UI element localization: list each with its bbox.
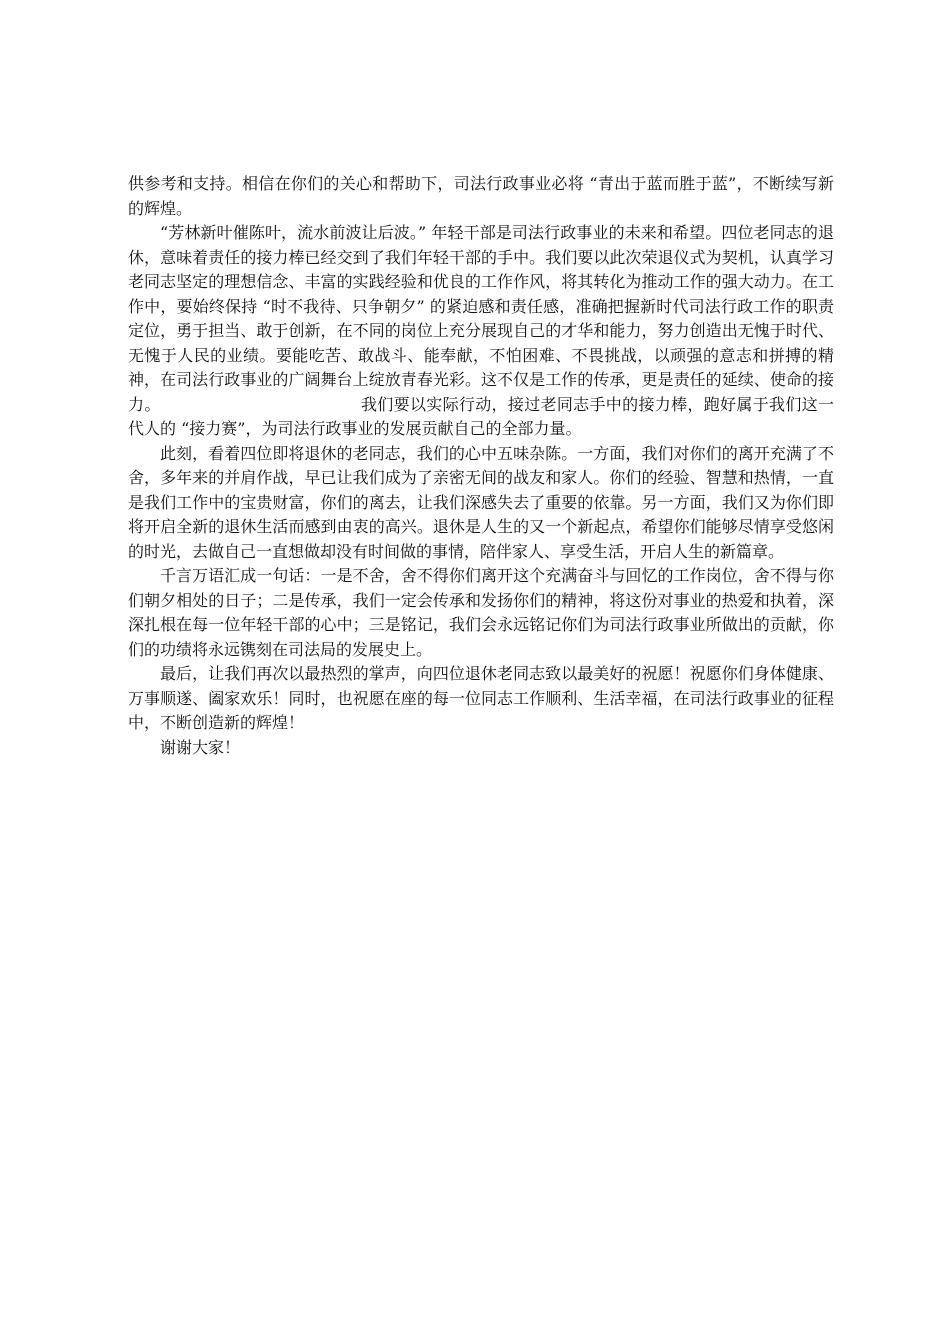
paragraph-2-continuation: 我们要以实际行动，接过老同志手中的接力棒，跑好属于我们这一代人的 “接力赛”，为司法行政事业的发展贡献自己的全部力量。 [128,394,834,438]
paragraph-5: 最后，让我们再次以最热烈的掌声，向四位退休老同志致以最美好的祝愿！祝愿你们身体健康、万事顺遂、阖家欢乐！同时，也祝愿在座的每一位同志工作顺利、生活幸福，在司法行政事业的征程中，不断创造新的辉煌！ [128,664,834,732]
paragraph-2-text: “芳林新叶催陈叶，流水前波让后波。” 年轻干部是司法行政事业的未来和希望。四位老同志的退休，意味着责任的接力棒已经交到了我们年轻干部的手中。我们要以此次荣退仪式为契机，认真学习老同志坚定的理想信念、丰富的实践经验和优良的工作作风，将其转化为推动工作的强大动力。在工作中，要始终保持 “时不我待、只争朝夕” 的紧迫感和责任感，准确把握新时代司法行政工作的职责定位，勇于担当、敢于创新，在不同的岗位上充分展现自己的才华和能力，努力创造出无愧于时代、无愧于人民的业绩。要能吃苦、敢战斗、能奉献，不怕困难、不畏挑战，以顽强的意志和拼搏的精神，在司法行政事业的广阔舞台上绽放青春光彩。这不仅是工作的传承，更是责任的延续、使命的接力。 [128,223,834,414]
paragraph-4: 千言万语汇成一句话：一是不舍，舍不得你们离开这个充满奋斗与回忆的工作岗位，舍不得与你们朝夕相处的日子；二是传承，我们一定会传承和发扬你们的精神，将这份对事业的热爱和执着，深深扎根在每一位年轻干部的心中；三是铭记，我们会永远铭记你们为司法行政事业所做出的贡献，你们的功绩将永远镌刻在司法局的发展史上。 [128,566,834,659]
paragraph-6: 谢谢大家！ [160,737,241,757]
paragraph-2 [128,221,834,442]
paragraph-3: 此刻，看着四位即将退休的老同志，我们的心中五味杂陈。一方面，我们对你们的离开充满了不舍，多年来的并肩作战，早已让我们成为了亲密无间的战友和家人。你们的经验、智慧和热情，一直是我们工作中的宝贵财富，你们的离去，让我们深感失去了重要的依靠。另一方面，我们又为你们即将开启全新的退休生活而感到由衷的高兴。退休是人生的又一个新起点，希望你们能够尽情享受悠闲的时光，去做自己一直想做却没有时间做的事情，陪伴家人、享受生活，开启人生的新篇章。 [128,443,834,561]
paragraph-1: 供参考和支持。相信在你们的关心和帮助下，司法行政事业必将 “青出于蓝而胜于蓝”，不断续写新的辉煌。 [128,174,834,218]
document-body [128,172,834,760]
